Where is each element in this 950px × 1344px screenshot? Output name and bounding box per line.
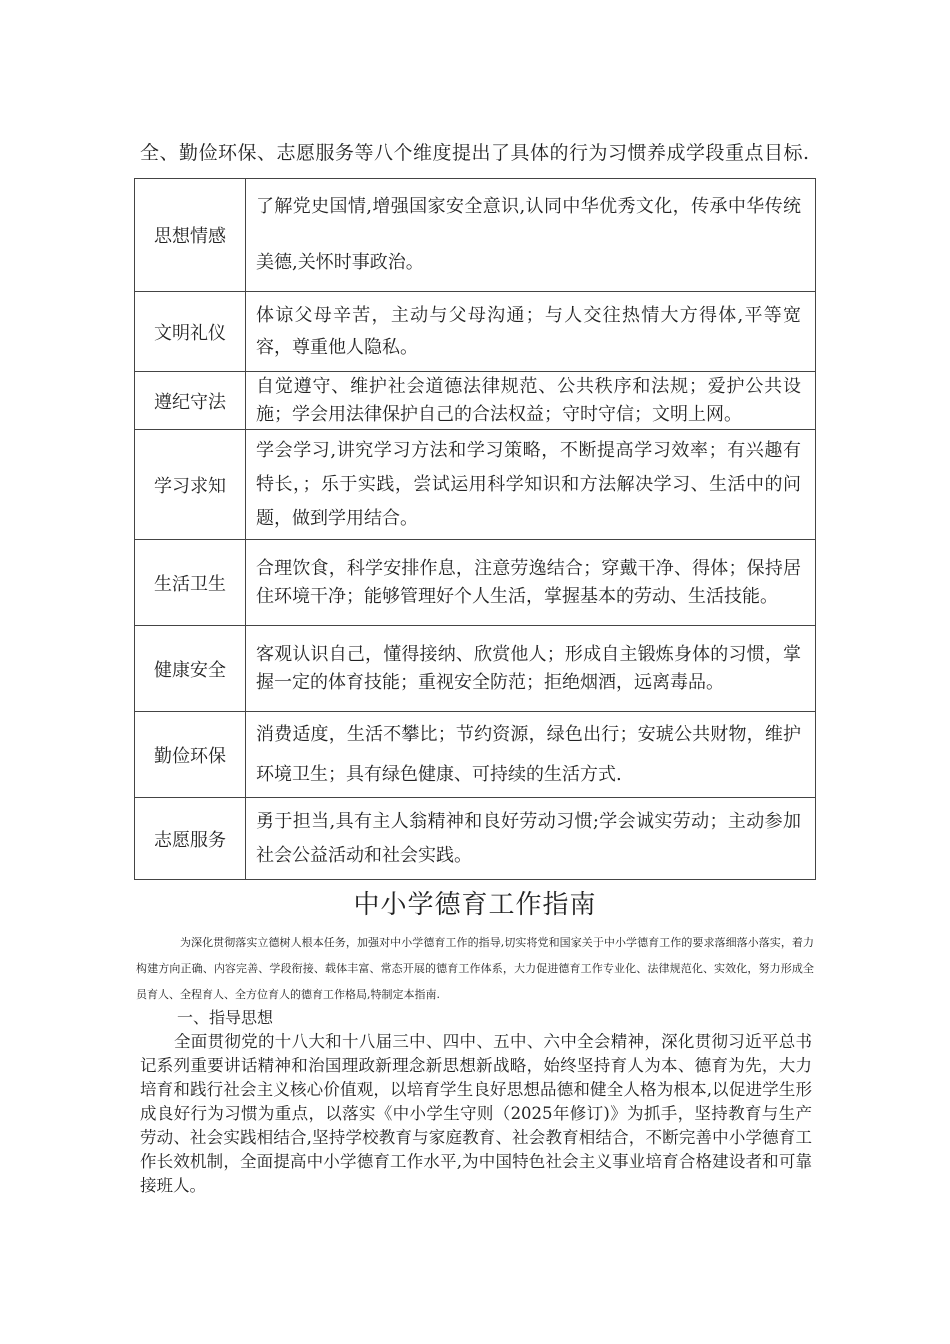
table-row — [135, 430, 816, 540]
content-text: 消费适度，生活不攀比；节约资源，绿色出行；安琥公共财物，维护环境卫生；具有绿色健康、可持续的生活方式. — [256, 723, 801, 785]
dimension-cell: 生活卫生 — [135, 540, 246, 626]
content-text: 客观认识自己，懂得接纳、欣赏他人；形成自主锻炼身体的习惯，掌握一定的体育技能；重视安全防范；拒绝烟酒，远离毒品。 — [256, 643, 801, 693]
guiding-ideology-paragraph: 全面贯彻党的十八大和十八届三中、四中、五中、六中全会精神，深化贯彻习近平总书记系列重要讲话精神和治国理政新理念新思想新战略，始终坚持育人为本、德育为先，大力培育和践行社会主义核心价值观，以培育学生良好思想品德和健全人格为根本,以促进学生形成良好行为习惯为重点，以落实《中小学生守则（2025年修订)》为抓手，坚持教育与生产劳动、社会实践相结合,坚持学校教育与家庭教育、社会教育相结合，不断完善中小学德育工作长效机制，全面提高中小学德育工作水平,为中国特色社会主义事业培育合格建设者和可靠接班人。 — [140, 1032, 812, 1195]
dimension-cell: 遵纪守法 — [135, 372, 246, 430]
content-cell — [246, 372, 816, 430]
document-title: 中小学德育工作指南 — [353, 890, 597, 920]
content-text: 合理饮食，科学安排作息，注意劳逸结合；穿戴干净、得体；保持居住环境干净；能够管理好个人生活，掌握基本的劳动、生活技能。 — [256, 557, 801, 607]
behavior-goals-table — [134, 178, 816, 880]
table-row — [135, 179, 816, 292]
table-row — [135, 798, 816, 880]
table-row — [135, 372, 816, 430]
content-text: 了解党史国情,增强国家安全意识,认同中华优秀文化，传承中华传统美德,关怀时事政治。 — [256, 196, 801, 273]
content-cell — [246, 712, 816, 798]
content-text: 勇于担当,具有主人翁精神和良好劳动习惯;学会诚实劳动；主动参加社会公益活动和社会实践。 — [256, 810, 801, 866]
preamble-paragraph: 为深化贯彻落实立德树人根本任务，加强对中小学德育工作的指导,切实将党和国家关于中小学德育工作的要求落细落小落实，着力构建方向正确、内容完善、学段衔接、载体丰富、常态开展的德育工作体系，大力促进德育工作专业化、法律规范化、实效化，努力形成全员育人、全程育人、全方位育人的德育工作格局,特制定本指南. — [136, 936, 814, 1001]
table-row — [135, 626, 816, 712]
section-heading: 一、指导思想 — [177, 1008, 274, 1027]
content-text: 自觉遵守、维护社会道德法律规范、公共秩序和法规；爱护公共设施；学会用法律保护自己的合法权益；守时守信；文明上网。 — [256, 375, 801, 425]
dimension-cell: 勤俭环保 — [135, 712, 246, 798]
table-row — [135, 712, 816, 798]
content-cell — [246, 540, 816, 626]
dimension-cell: 志愿服务 — [135, 798, 246, 880]
dimension-cell: 健康安全 — [135, 626, 246, 712]
content-cell — [246, 179, 816, 292]
dimension-cell: 思想情感 — [135, 179, 246, 292]
content-cell — [246, 292, 816, 372]
content-cell — [246, 626, 816, 712]
content-text: 体谅父母辛苦，主动与父母沟通；与人交往热情大方得体,平等宽容，尊重他人隐私。 — [256, 304, 801, 358]
dimension-cell: 文明礼仪 — [135, 292, 246, 372]
dimension-cell: 学习求知 — [135, 430, 246, 540]
content-cell — [246, 430, 816, 540]
table-row — [135, 292, 816, 372]
content-cell — [246, 798, 816, 880]
table-row — [135, 540, 816, 626]
intro-line: 全、勤俭环保、志愿服务等八个维度提出了具体的行为习惯养成学段重点目标. — [140, 142, 810, 164]
content-text: 学会学习,讲究学习方法和学习策略，不断提高学习效率；有兴趣有特长，；乐于实践，尝试运用科学知识和方法解决学习、生活中的问题，做到学用结合。 — [256, 439, 801, 529]
